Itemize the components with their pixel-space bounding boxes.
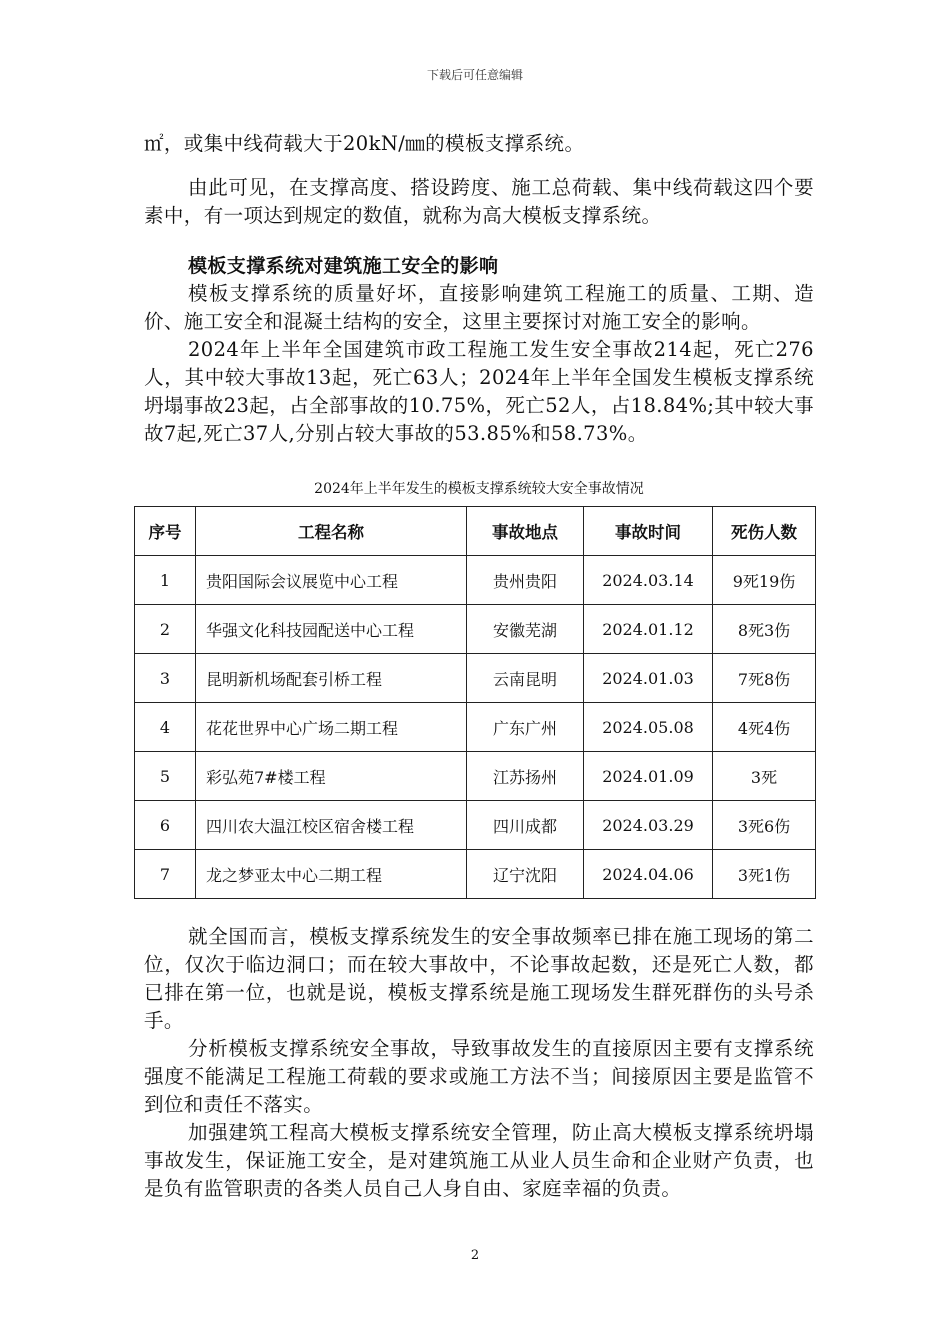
cell-location: 四川成都 — [467, 801, 584, 850]
cell-date: 2024.01.12 — [584, 605, 713, 654]
cell-location: 江苏扬州 — [467, 752, 584, 801]
paragraph-quality-impact: 模板支撑系统的质量好坏，直接影响建筑工程施工的质量、工期、造价、施工安全和混凝土结构的安全，这里主要探讨对施工安全的影响。 — [144, 282, 814, 333]
cell-location: 贵州贵阳 — [467, 556, 584, 605]
cell-index: 5 — [135, 752, 196, 801]
document-body — [144, 130, 814, 1203]
cell-date: 2024.05.08 — [584, 703, 713, 752]
cell-location: 云南昆明 — [467, 654, 584, 703]
cell-index: 2 — [135, 605, 196, 654]
table-caption: 2024年上半年发生的模板支撑系统较大安全事故情况 — [314, 481, 644, 497]
header-project-name: 工程名称 — [196, 507, 467, 556]
cell-casualties: 4死4伤 — [713, 703, 816, 752]
table-row — [135, 654, 816, 703]
cell-index: 4 — [135, 703, 196, 752]
paragraph-definition-summary: 由此可见，在支撑高度、搭设跨度、施工总荷载、集中线荷载这四个要素中，有一项达到规定的数值，就称为高大模板支撑系统。 — [144, 176, 814, 227]
section-heading: 模板支撑系统对建筑施工安全的影响 — [188, 255, 499, 277]
paragraph-management: 加强建筑工程高大模板支撑系统安全管理，防止高大模板支撑系统坍塌事故发生，保证施工安全，是对建筑施工从业人员生命和企业财产负责，也是负有监管职责的各类人员自己人身自由、家庭幸福的负责。 — [144, 1121, 814, 1200]
cell-casualties: 7死8伤 — [713, 654, 816, 703]
table-row — [135, 605, 816, 654]
header-date: 事故时间 — [584, 507, 713, 556]
table-row — [135, 752, 816, 801]
cell-project-name: 彩弘苑7#楼工程 — [196, 752, 467, 801]
cell-casualties: 3死 — [713, 752, 816, 801]
cell-location: 广东广州 — [467, 703, 584, 752]
cell-index: 3 — [135, 654, 196, 703]
cell-casualties: 3死6伤 — [713, 801, 816, 850]
page-number: 2 — [470, 1248, 480, 1263]
accident-table — [134, 506, 816, 899]
paragraph-continuation: ㎡，或集中线荷载大于20kN/㎜的模板支撑系统。 — [144, 132, 585, 155]
cell-casualties: 3死1伤 — [713, 850, 816, 899]
table-row — [135, 850, 816, 899]
table-row — [135, 556, 816, 605]
paragraph-causes: 分析模板支撑系统安全事故，导致事故发生的直接原因主要有支撑系统强度不能满足工程施工荷载的要求或施工方法不当；间接原因主要是监管不到位和责任不落实。 — [144, 1037, 814, 1116]
cell-project-name: 昆明新机场配套引桥工程 — [196, 654, 467, 703]
paragraph-frequency: 就全国而言，模板支撑系统发生的安全事故频率已排在施工现场的第二位，仅次于临边洞口；而在较大事故中，不论事故起数，还是死亡人数，都已排在第一位，也就是说，模板支撑系统是施工现场发生群死群伤的头号杀手。 — [144, 925, 814, 1032]
cell-index: 7 — [135, 850, 196, 899]
paragraph-statistics: 2024年上半年全国建筑市政工程施工发生安全事故214起，死亡276人，其中较大事故13起，死亡63人；2024年上半年全国发生模板支撑系统坍塌事故23起，占全部事故的10.75%，死亡52人，占18.84%;其中较大事故7起,死亡37人,分别占较大事故的53.85%和58.73%。 — [144, 338, 814, 445]
page-header: 下载后可任意编辑 — [426, 68, 523, 82]
cell-project-name: 龙之梦亚太中心二期工程 — [196, 850, 467, 899]
cell-project-name: 贵阳国际会议展览中心工程 — [196, 556, 467, 605]
cell-date: 2024.03.29 — [584, 801, 713, 850]
cell-casualties: 9死19伤 — [713, 556, 816, 605]
cell-project-name: 四川农大温江校区宿舍楼工程 — [196, 801, 467, 850]
table-row — [135, 801, 816, 850]
cell-date: 2024.01.09 — [584, 752, 713, 801]
table-row — [135, 703, 816, 752]
table-body — [135, 556, 816, 899]
cell-date: 2024.03.14 — [584, 556, 713, 605]
header-casualties: 死伤人数 — [713, 507, 816, 556]
cell-location: 安徽芜湖 — [467, 605, 584, 654]
cell-index: 1 — [135, 556, 196, 605]
header-location: 事故地点 — [467, 507, 584, 556]
cell-project-name: 花花世界中心广场二期工程 — [196, 703, 467, 752]
cell-casualties: 8死3伤 — [713, 605, 816, 654]
cell-date: 2024.01.03 — [584, 654, 713, 703]
cell-date: 2024.04.06 — [584, 850, 713, 899]
table-header-row — [135, 507, 816, 556]
cell-project-name: 华强文化科技园配送中心工程 — [196, 605, 467, 654]
cell-location: 辽宁沈阳 — [467, 850, 584, 899]
cell-index: 6 — [135, 801, 196, 850]
header-index: 序号 — [135, 507, 196, 556]
